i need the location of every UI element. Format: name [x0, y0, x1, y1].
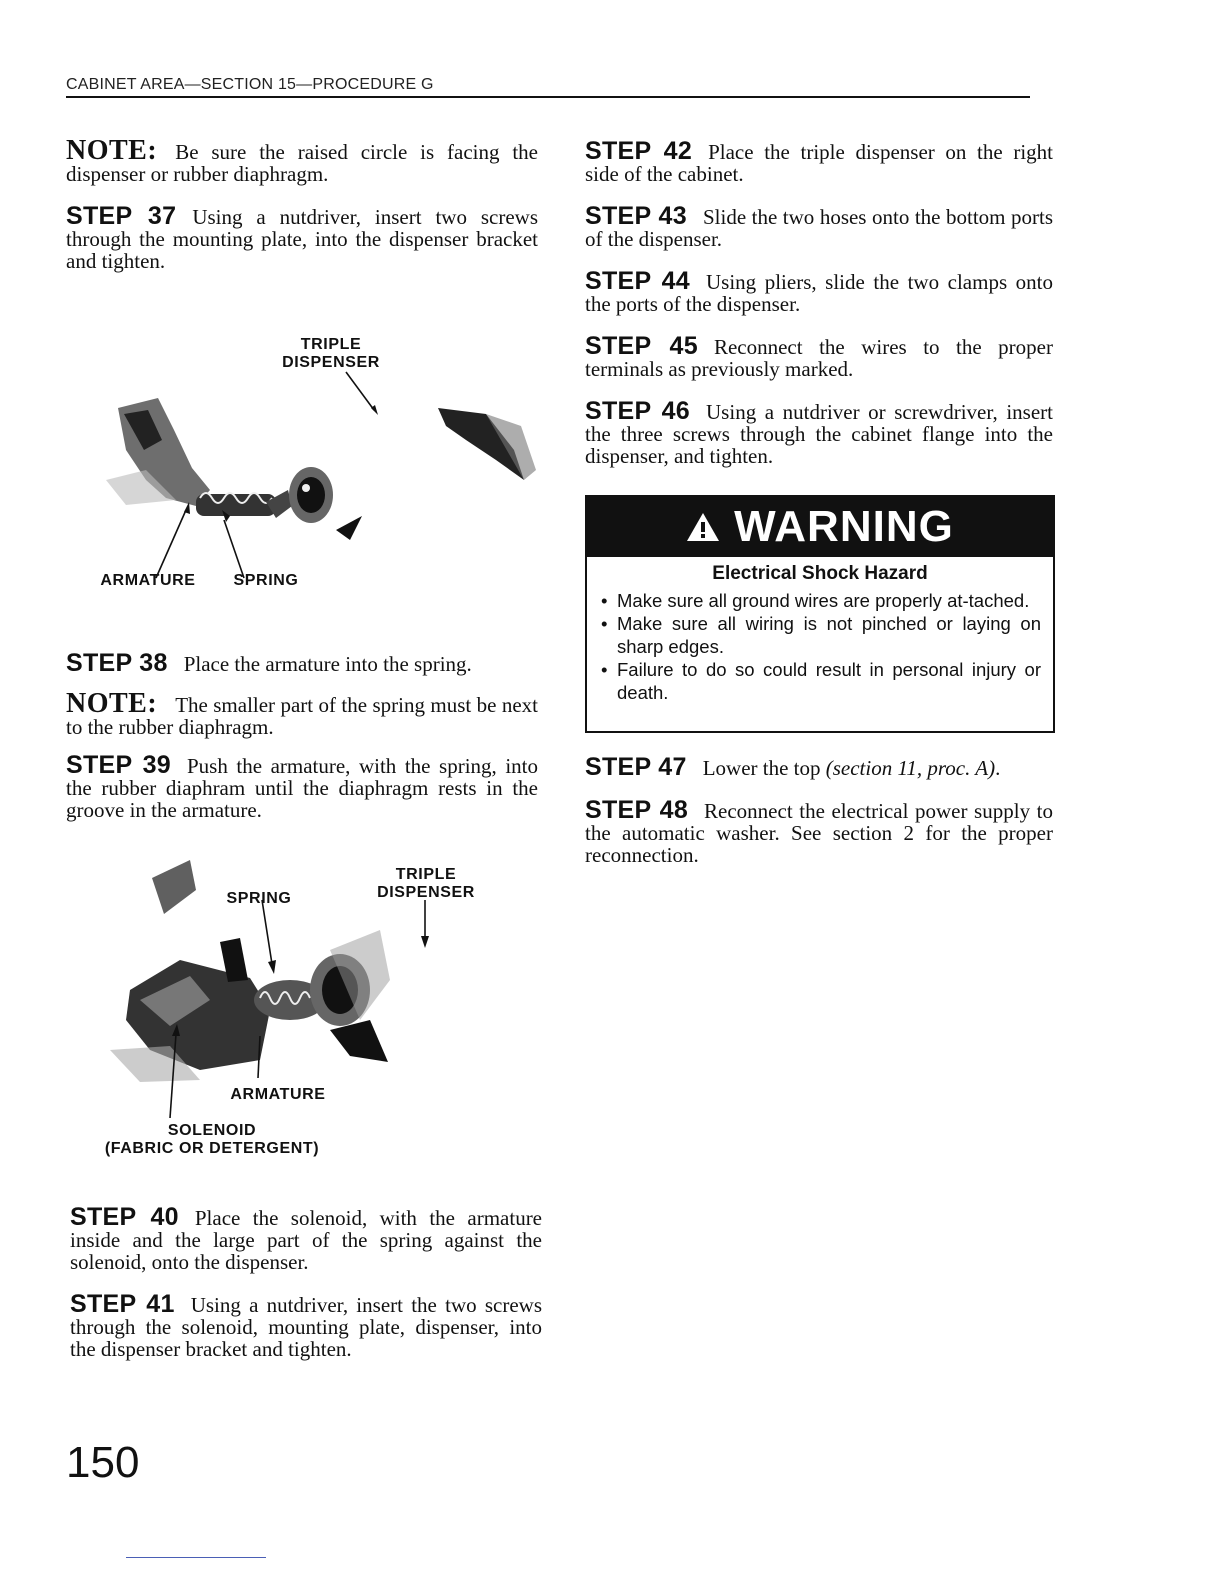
step-text: Push the armature, with the spring, into the rubber diaphram until the diaphragm rests in the groove in the armature. [66, 754, 538, 822]
warning-box [585, 495, 1055, 733]
note-smaller-spring [66, 688, 538, 739]
note-raised-circle [66, 135, 538, 186]
figure-armature-spring [66, 330, 546, 600]
step-text: Using a nutdriver or screwdriver, insert the three screws through the cabinet flange into the dispenser, and tighten. [585, 400, 1053, 468]
step-label: STEP 41 [70, 1290, 175, 1318]
step-text: Using a nutdriver, insert the two screws through the solenoid, mounting plate, dispenser, into the dispenser bracket and tighten. [70, 1293, 542, 1361]
left-column-middle [66, 649, 538, 822]
left-column-bottom [70, 1203, 543, 1361]
step-label: STEP 40 [70, 1203, 179, 1231]
note-label: NOTE: [66, 688, 158, 719]
step-39 [66, 751, 538, 822]
step-42 [585, 137, 1053, 186]
warning-item: • Make sure all wiring is not pinched or laying on sharp edges. [599, 612, 1041, 658]
step-text: Reconnect the wires to the proper terminals as previously marked. [585, 335, 1053, 381]
step-label: STEP 45 [585, 332, 698, 360]
warning-item: • Make sure all ground wires are properly at-tached. [599, 589, 1041, 612]
step-45 [585, 332, 1053, 381]
note-text: Be sure the raised circle is facing the dispenser or rubber diaphragm. [66, 140, 538, 186]
step-40 [70, 1203, 543, 1274]
step-label: STEP 43 [585, 202, 687, 230]
left-column [66, 135, 538, 273]
warning-list [587, 589, 1053, 704]
step-label: STEP 48 [585, 796, 689, 824]
note-text: The smaller part of the spring must be next to the rubber diaphragm. [66, 693, 538, 739]
step-44 [585, 267, 1053, 316]
fig2-label-spring: SPRING [226, 890, 292, 907]
step-46 [585, 397, 1053, 468]
step-text: Reconnect the electrical power supply to the automatic washer. See section 2 for the proper reconnection. [585, 799, 1053, 867]
step-text: Lower the top [702, 756, 821, 780]
fig2-label-solenoid: SOLENOID (FABRIC OR DETERGENT) [104, 1122, 320, 1157]
step-text: Using a nutdriver, insert two screws through the mounting plate, into the dispenser bracket and tighten. [66, 205, 538, 273]
step-text-tail: . [995, 756, 1001, 780]
step-37 [66, 202, 538, 273]
fig2-label-armature: ARMATURE [230, 1086, 326, 1103]
step-text: Slide the two hoses onto the bottom ports of the dispenser. [585, 205, 1054, 251]
warning-title: WARNING [734, 502, 954, 551]
step-48 [585, 796, 1053, 867]
right-column [585, 137, 1054, 468]
step-label: STEP 39 [66, 751, 171, 779]
note-label: NOTE: [66, 135, 158, 166]
right-column-bottom [585, 753, 1053, 867]
figure-solenoid-assembly [80, 850, 540, 1160]
step-label: STEP 44 [585, 267, 690, 295]
step-label: STEP 42 [585, 137, 693, 165]
section-reference: (section 11, proc. A) [825, 756, 996, 780]
step-label: STEP 38 [66, 649, 168, 677]
fig1-label-triple-dispenser: TRIPLE DISPENSER [282, 336, 380, 371]
warning-header [587, 497, 1053, 557]
page-number: 150 [66, 1438, 140, 1487]
warning-subtitle: Electrical Shock Hazard [712, 563, 928, 584]
step-text: Place the solenoid, with the armature inside and the large part of the spring against the solenoid, onto the dispenser. [70, 1206, 543, 1274]
fig1-label-spring: SPRING [233, 572, 299, 589]
step-text: Place the armature into the spring. [183, 652, 472, 676]
step-47 [585, 753, 1053, 781]
step-41 [70, 1290, 542, 1361]
footer-rule [126, 1557, 266, 1558]
step-text: Place the triple dispenser on the right side of the cabinet. [585, 140, 1053, 186]
step-label: STEP 37 [66, 202, 177, 230]
fig1-label-armature: ARMATURE [100, 572, 196, 589]
step-label: STEP 46 [585, 397, 691, 425]
step-43 [585, 202, 1054, 251]
running-header: CABINET AREA—SECTION 15—PROCEDURE G [66, 76, 1030, 98]
step-38 [66, 649, 538, 677]
step-text: Using pliers, slide the two clamps onto the ports of the dispenser. [585, 270, 1053, 316]
step-label: STEP 47 [585, 753, 687, 781]
warning-triangle-icon [686, 512, 720, 542]
fig1-illustration [66, 330, 546, 600]
warning-item: • Failure to do so could result in personal injury or death. [599, 658, 1041, 704]
fig2-label-triple-dispenser: TRIPLE DISPENSER [377, 866, 475, 901]
